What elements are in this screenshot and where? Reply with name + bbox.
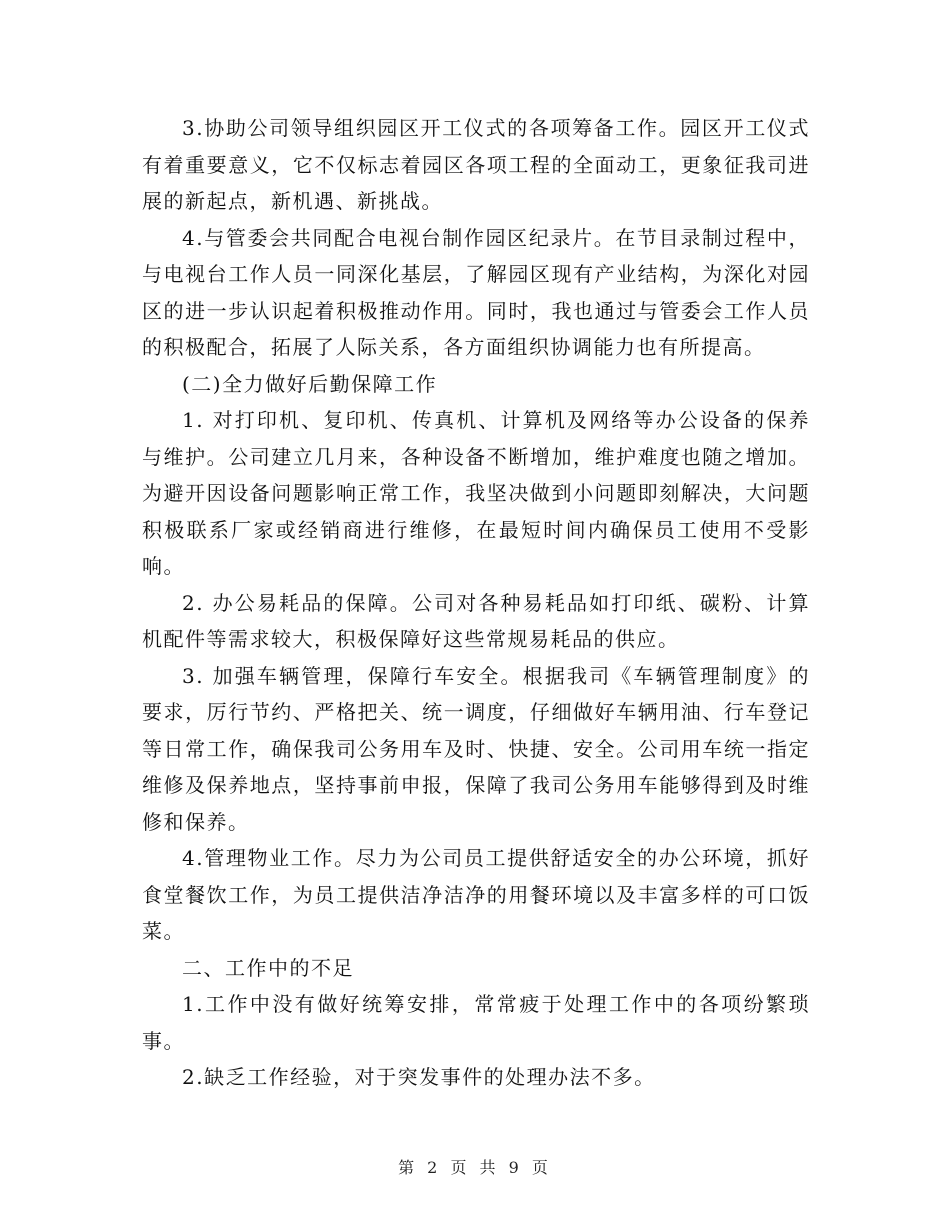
paragraph-opening-ceremony: 3.协助公司领导组织园区开工仪式的各项筹备工作。园区开工仪式有着重要意义，它不仅标志着园区各项工程的全面动工，更象征我司进展的新起点，新机遇、新挑战。 [142,116,810,213]
document-body [142,110,810,1096]
paragraph-shortcoming-2: 2.缺乏工作经验，对于突发事件的处理办法不多。 [182,1065,656,1089]
paragraph-shortcoming-1: 1.工作中没有做好统筹安排，常常疲于处理工作中的各项纷繁琐事。 [142,992,810,1053]
paragraph-property-management: 4.管理物业工作。尽力为公司员工提供舒适安全的办公环境，抓好食堂餐饮工作，为员工提供洁净洁净的用餐环境以及丰富多样的可口饭菜。 [142,846,810,943]
paragraph-documentary: 4.与管委会共同配合电视台制作园区纪录片。在节目录制过程中，与电视台工作人员一同深化基层，了解园区现有产业结构，为深化对园区的进一步认识起着积极推动作用。同时，我也通过与管委会工作人员的积极配合，拓展了人际关系，各方面组织协调能力也有所提高。 [142,225,810,359]
paragraph-vehicle-management: 3. 加强车辆管理，保障行车安全。根据我司《车辆管理制度》的要求，厉行节约、严格把关、统一调度，仔细做好车辆用油、行车登记等日常工作，确保我司公务用车及时、快捷、安全。公司用车统一指定维修及保养地点，坚持事前申报，保障了我司公务用车能够得到及时维修和保养。 [142,663,810,834]
page-number-footer: 第 2 页 共 9 页 [398,1158,552,1177]
paragraph-equipment-maintenance: 1. 对打印机、复印机、传真机、计算机及网络等办公设备的保养与维护。公司建立几月来，各种设备不断增加，维护难度也随之增加。为避开因设备问题影响正常工作，我坚决做到小问题即刻解决，大问题积极联系厂家或经销商进行维修，在最短时间内确保员工使用不受影响。 [142,408,810,578]
paragraph-consumables: 2. 办公易耗品的保障。公司对各种易耗品如打印纸、碳粉、计算机配件等需求较大，积极保障好这些常规易耗品的供应。 [142,590,810,651]
section-heading-logistics: (二)全力做好后勤保障工作 [182,371,438,396]
section-heading-shortcomings: 二、工作中的不足 [182,955,354,980]
